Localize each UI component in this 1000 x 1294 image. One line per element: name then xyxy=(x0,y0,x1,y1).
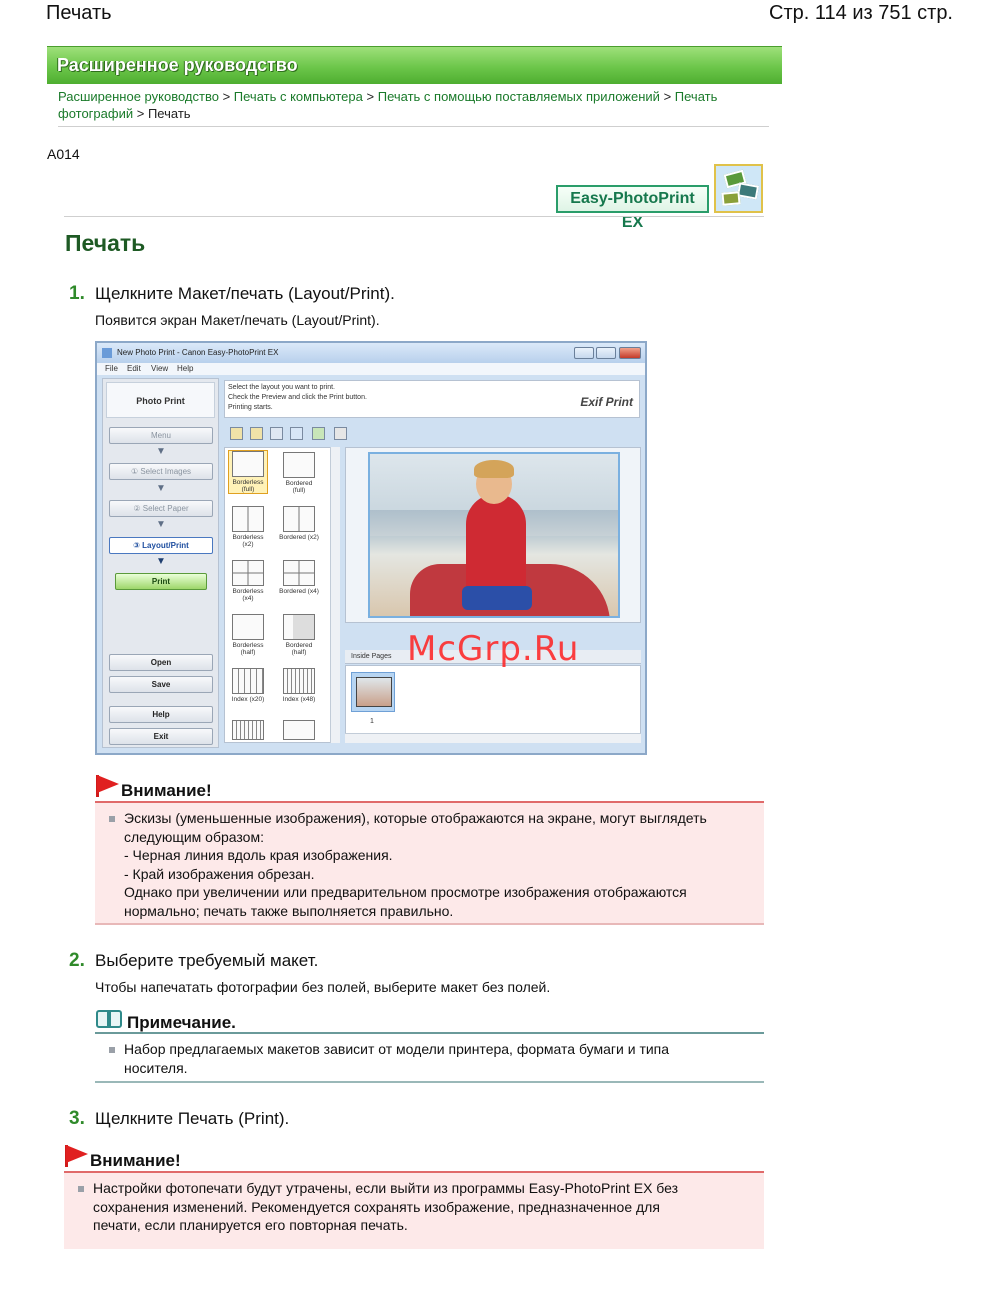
layout-option-label: Borderless (x4) xyxy=(232,588,264,602)
print-button[interactable]: Print xyxy=(115,573,207,590)
app-icon xyxy=(102,348,112,358)
exit-button[interactable]: Exit xyxy=(109,728,213,745)
document-code: A014 xyxy=(47,146,80,162)
guide-banner-title: Расширенное руководство xyxy=(57,55,298,75)
layout-thumbnail xyxy=(283,452,315,478)
arrow-down-icon: ▼ xyxy=(156,519,166,530)
menu-file[interactable]: File xyxy=(105,364,118,373)
attention-flag-icon xyxy=(66,1145,88,1163)
toolbar xyxy=(224,423,640,445)
select-paper-button[interactable] xyxy=(109,500,213,517)
layout-thumbnail xyxy=(232,506,264,532)
bullet-icon xyxy=(109,816,115,822)
step-number-icon: ② xyxy=(133,504,141,513)
inside-pages-area xyxy=(345,665,641,743)
layout-thumbnail xyxy=(283,668,315,694)
step-text: Щелкните Макет/печать (Layout/Print). xyxy=(95,284,395,303)
divider xyxy=(64,216,764,217)
guide-banner xyxy=(47,46,782,84)
attention-line: следующим образом: xyxy=(124,828,264,845)
close-icon[interactable] xyxy=(619,347,641,359)
layout-option[interactable] xyxy=(228,506,268,548)
attention-text xyxy=(124,809,754,920)
layout-thumbnail xyxy=(283,720,315,740)
layout-option-label: Borderless (x2) xyxy=(232,534,264,548)
step-number: 1. xyxy=(69,283,85,304)
step-text: Выберите требуемый макет. xyxy=(95,951,319,970)
breadcrumb-link-print-from-computer[interactable]: Печать с компьютера xyxy=(233,89,363,104)
layout-list xyxy=(224,447,340,743)
menu-bar xyxy=(97,363,645,375)
exif-print-logo: Exif Print xyxy=(580,395,633,409)
photos-icon xyxy=(714,164,763,213)
layout-thumbnail xyxy=(232,451,264,477)
layout-option-label: Borderless (full) xyxy=(232,479,264,493)
arrow-down-icon: ▼ xyxy=(156,556,166,567)
layout-option[interactable] xyxy=(279,560,319,595)
step-text: Щелкните Печать (Print). xyxy=(95,1109,290,1128)
attention-box xyxy=(95,801,764,925)
minimize-icon[interactable] xyxy=(574,347,594,359)
layout-option-label: Bordered (x4) xyxy=(279,588,319,595)
layout-list-scrollbar[interactable] xyxy=(330,447,340,743)
layout-thumbnail xyxy=(232,720,264,740)
layout-print-label: Layout/Print xyxy=(142,541,189,550)
window-titlebar xyxy=(97,343,645,363)
breadcrumb-link-photo-print[interactable]: Печать фотографий xyxy=(58,89,718,121)
menu-view[interactable]: View xyxy=(151,364,169,373)
page-thumbnail[interactable] xyxy=(351,672,395,712)
attention-box xyxy=(64,1171,764,1249)
layout-option[interactable] xyxy=(279,720,319,742)
step-number: 3. xyxy=(69,1108,85,1129)
step-number-icon: ① xyxy=(130,467,139,476)
attention-line: - Край изображения обрезан. xyxy=(124,865,315,882)
attention-line: - Черная линия вдоль края изображения. xyxy=(124,847,393,863)
layout-option-label: Index (x20) xyxy=(231,696,265,703)
frame-icon[interactable] xyxy=(290,427,303,440)
page-counter: Стр. 114 из 751 стр. xyxy=(769,2,953,24)
layout-option-label: Bordered (full) xyxy=(285,480,313,494)
page-title: Печать xyxy=(46,2,112,24)
breadcrumb-separator: > xyxy=(366,89,375,104)
divider xyxy=(58,126,769,127)
section-title: Печать xyxy=(65,230,146,256)
step-number-icon: ③ xyxy=(133,541,140,550)
layout-option[interactable] xyxy=(228,720,268,742)
layout-option[interactable] xyxy=(228,450,268,494)
photo-print-header: Photo Print xyxy=(106,382,215,418)
attention-line: Настройки фотопечати будут утрачены, если выйти из программы Easy-PhotoPrint EX без xyxy=(93,1180,679,1196)
layout-thumbnail xyxy=(283,560,315,586)
select-images-button[interactable] xyxy=(109,463,213,480)
layout-option-label: Borderless (half) xyxy=(232,642,264,656)
step-description: Появится экран Макет/печать (Layout/Print). xyxy=(95,312,380,328)
attention-title: Внимание! xyxy=(90,1151,181,1170)
attention-line: нормально; печать также выполняется правильно. xyxy=(124,902,454,919)
easy-photoprint-logo xyxy=(556,185,709,231)
breadcrumb-separator: > xyxy=(222,89,231,104)
layout-thumbnail xyxy=(232,560,264,586)
breadcrumb-link-advanced-guide[interactable]: Расширенное руководство xyxy=(58,89,219,104)
breadcrumb-current: Печать xyxy=(147,106,191,121)
breadcrumb-separator: > xyxy=(663,89,672,104)
note-book-icon xyxy=(96,1010,124,1030)
watermark: McGrp.Ru xyxy=(407,629,580,669)
preview-area xyxy=(345,447,641,623)
attention-line: Эскизы (уменьшенные изображения), которые отображаются на экране, могут выглядеть xyxy=(124,810,707,826)
layout-option-label: Bordered (half) xyxy=(285,642,313,656)
note-box xyxy=(95,1032,764,1083)
layout-option[interactable] xyxy=(228,668,268,703)
instruction-line: Select the layout you want to print. xyxy=(228,384,336,391)
rotate-right-icon[interactable] xyxy=(250,427,263,440)
layout-thumbnail xyxy=(283,506,315,532)
layout-option[interactable] xyxy=(279,452,319,494)
layout-option-label: Index (x48) xyxy=(282,696,316,703)
bullet-icon xyxy=(78,1186,84,1192)
app-screenshot xyxy=(95,341,647,755)
layout-option-label: Bordered (x2) xyxy=(279,534,319,541)
menu-edit[interactable]: Edit xyxy=(127,364,141,373)
inside-pages-label: Inside Pages xyxy=(351,653,392,660)
arrow-down-icon: ▼ xyxy=(156,446,166,457)
layout-thumbnail xyxy=(232,614,264,640)
attention-line: сохранения изменений. Рекомендуется сохранять изображение, предназначенное для xyxy=(93,1198,660,1215)
help-button[interactable]: Help xyxy=(109,706,213,723)
crop-icon[interactable] xyxy=(270,427,283,440)
attention-title: Внимание! xyxy=(121,781,212,800)
layout-print-button[interactable] xyxy=(109,537,213,554)
select-paper-label: Select Paper xyxy=(142,504,189,513)
rotate-left-icon[interactable] xyxy=(230,427,243,440)
window-title: New Photo Print - Canon Easy-PhotoPrint EX xyxy=(117,348,279,357)
instruction-panel xyxy=(224,380,640,418)
instruction-line: Check the Preview and click the Print button. xyxy=(228,394,367,401)
menu-button[interactable]: Menu xyxy=(109,427,213,444)
step-number: 2. xyxy=(69,950,85,971)
date-settings-icon[interactable] xyxy=(334,427,347,440)
breadcrumb xyxy=(58,88,758,122)
layout-option[interactable] xyxy=(228,614,268,656)
open-button[interactable]: Open xyxy=(109,654,213,671)
page-number: 1 xyxy=(370,718,374,725)
note-text xyxy=(124,1040,754,1077)
note-line: носителя. xyxy=(124,1059,188,1076)
left-navigation-pane xyxy=(102,378,219,748)
note-title: Примечание. xyxy=(127,1013,236,1032)
inside-pages-scrollbar[interactable] xyxy=(345,733,641,743)
layout-thumbnail xyxy=(283,614,315,640)
layout-option[interactable] xyxy=(279,614,319,656)
breadcrumb-link-bundled-apps[interactable]: Печать с помощью поставляемых приложений xyxy=(377,89,660,104)
menu-help[interactable]: Help xyxy=(177,364,194,373)
attention-flag-icon xyxy=(97,775,119,793)
breadcrumb-separator: > xyxy=(136,106,145,121)
attention-line: печати, если планируется его повторная печать. xyxy=(93,1217,408,1233)
easy-photoprint-logo-text: Easy-PhotoPrint EX xyxy=(570,190,695,231)
select-images-label: Select Images xyxy=(140,467,192,476)
attention-line: Однако при увеличении или предварительном просмотре изображения отображаются xyxy=(124,884,687,900)
maximize-icon[interactable] xyxy=(596,347,616,359)
note-line: Набор предлагаемых макетов зависит от модели принтера, формата бумаги и типа xyxy=(124,1041,670,1057)
layout-option[interactable] xyxy=(279,668,319,703)
layout-thumbnail xyxy=(232,668,264,694)
layout-option[interactable] xyxy=(279,506,319,541)
correct-icon[interactable] xyxy=(312,427,325,440)
instruction-line: Printing starts. xyxy=(228,404,273,411)
step-description: Чтобы напечатать фотографии без полей, выберите макет без полей. xyxy=(95,979,551,995)
attention-text xyxy=(93,1179,758,1235)
layout-option[interactable] xyxy=(228,560,268,602)
preview-photo xyxy=(368,452,620,618)
bullet-icon xyxy=(109,1047,115,1053)
arrow-down-icon: ▼ xyxy=(156,483,166,494)
save-button[interactable]: Save xyxy=(109,676,213,693)
